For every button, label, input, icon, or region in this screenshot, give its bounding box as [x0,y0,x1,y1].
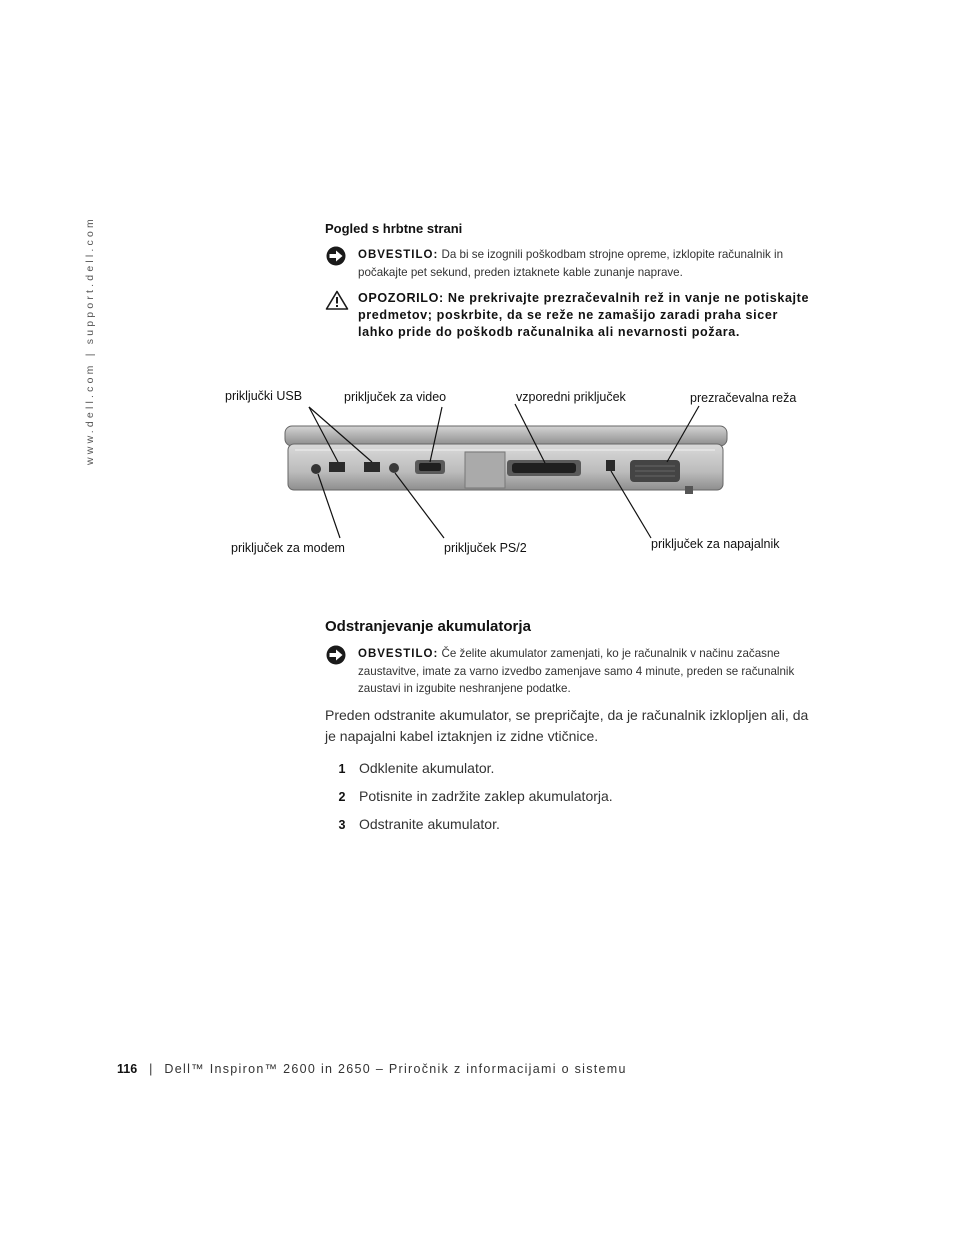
footer-separator: | [149,1062,153,1076]
battery-intro: Preden odstranite akumulator, se prepričajte, da je računalnik izklopljen ali, da je napajalni kabel iztaknjen iz zidne vtičnice. [325,707,809,744]
warning-label: OPOZORILO: [358,291,444,305]
usb-port-1 [329,462,345,472]
usb-port-2 [364,462,380,472]
step-text: Odstranite akumulator. [359,816,500,832]
step-number: 1 [338,762,346,776]
callout-parallel: vzporedni priključek [516,390,626,404]
notice-label: OBVESTILO: [358,648,439,660]
page-footer [117,1062,627,1076]
callout-usb: priključki USB [225,389,303,403]
side-url: www.dell.com | support.dell.com [84,216,96,465]
step-text: Odklenite akumulator. [359,760,495,776]
callout-video: priključek za video [344,390,447,404]
notice-icon [325,246,347,266]
modem-port [311,464,321,474]
step-text: Potisnite in zadržite zaklep akumulatorja. [359,788,613,804]
notice-text: Da bi se izognili poškodbam strojne opreme, izklopite računalnik in počakajte pet sekund, preden iztaknete kable zunanje naprave. [358,248,784,279]
parallel-port [512,463,576,473]
warning-text: Ne prekrivajte prezračevalnih rež in vanje ne potiskajte predmetov; poskrbite, da se reže ne zamašijo zaradi praha sicer lahko pride do poškodb računalnika ali nevarnosti požara. [358,291,810,339]
callout-modem: priključek za modem [231,541,345,555]
warning-icon [325,290,349,310]
notice-text: Če želite akumulator zamenjati, ko je računalnik v načinu začasne zaustavitve, imate za varno izvedbo zamenjave samo 4 minute, preden se računalnik zaustavi in izgubite neshranjene podatke. [358,647,795,695]
step-3 [325,816,500,832]
step-number: 3 [338,818,346,832]
notice-suspend [325,645,815,697]
step-2 [325,788,613,804]
footer-title: Dell™ Inspiron™ 2600 in 2650 – Priročnik z informacijami o sistemu [164,1062,627,1076]
rear-view-title: Pogled s hrbtne strani [325,221,463,236]
callout-vent: prezračevalna reža [690,391,797,405]
battery-title: Odstranjevanje akumulatorja [325,618,531,635]
page-number: 116 [117,1062,138,1076]
step-number: 2 [338,790,346,804]
rear-view-figure [215,380,825,565]
callout-power: priključek za napajalnik [651,537,780,551]
video-port [419,463,441,471]
warning-vents [325,290,815,341]
notice-hardware [325,246,815,281]
callout-ps2: priključek PS/2 [444,541,527,555]
laptop-lid [285,426,727,446]
notice-icon [325,645,347,665]
power-port [606,460,615,471]
ps2-port [389,463,399,473]
step-1 [325,760,494,776]
notice-label: OBVESTILO: [358,249,439,261]
